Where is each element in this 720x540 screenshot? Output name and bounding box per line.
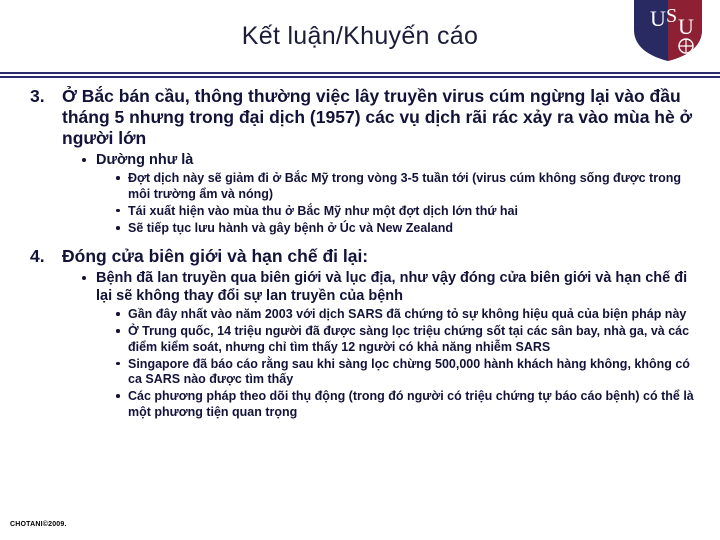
list-text: Gần đây nhất vào năm 2003 với dịch SARS đã chứng tỏ sự không hiệu quả của biện pháp này [128,307,687,322]
slide-body [22,86,704,422]
bullet-icon [82,276,86,280]
sub-list [62,270,704,420]
list-text: Các phương pháp theo dõi thụ động (trong đó người có triệu chứng tự báo cáo bệnh) có thể là một phương tiện quan trọng [128,389,694,419]
list-item [22,246,704,420]
svg-text:U: U [650,6,666,31]
sub-sub-list [96,307,704,420]
list-item [22,86,704,236]
list-text: Đóng cửa biên giới và hạn chế đi lại: [62,246,369,267]
list-text: Ở Trung quốc, 14 triệu người đã được sàng lọc triệu chứng sốt tại các sân bay, nhà ga, và các điểm kiểm soát, nhưng chỉ tìm thấy 12 người có khả năng nhiễm SARS [128,324,690,354]
list-text: Đợt dịch này sẽ giảm đi ở Bắc Mỹ trong vòng 3-5 tuần tới (virus cúm không sống được trong môi trường ẩm và nóng) [128,171,681,201]
list-text: Dường như là [96,152,194,168]
list-number: 4. [30,246,45,267]
list-item [114,357,704,388]
list-item [114,307,704,322]
page-title: Kết luận/Khuyến cáo [241,22,479,50]
header-divider-bottom [0,76,720,78]
list-item [114,204,704,219]
footer-copyright: CHOTANI©2009. [10,521,67,528]
list-text: Singapore đã báo cáo rằng sau khi sàng lọc chừng 500,000 hành khách hàng không, không có ca SARS nào được tìm thấy [128,356,690,387]
bullet-icon [116,329,120,333]
bullet-icon [116,362,120,366]
list-text: Ở Bắc bán cầu, thông thường việc lây truyền virus cúm ngừng lại vào đầu tháng 5 nhưng trong đại dịch (1957) các vụ dịch rãi rác xảy ra vào mùa hè ở người lớn [62,86,693,148]
sub-sub-list [96,171,704,236]
bullet-icon [116,176,120,180]
bullet-icon [82,158,86,162]
bullet-icon [116,226,120,230]
list-item [114,171,704,202]
list-text: Sẽ tiếp tục lưu hành và gây bệnh ở Úc và New Zealand [128,221,453,236]
bullet-icon [116,394,120,398]
bullet-icon [116,209,120,213]
sub-list [62,152,704,236]
outline-list [22,86,704,420]
bullet-icon [116,312,120,316]
slide-header [0,0,720,78]
list-text: Bệnh đã lan truyền qua biên giới và lục địa, như vậy đóng cửa biên giới và hạn chế đi lại sẽ không thay đổi sự lan truyền của bệnh [96,270,688,304]
list-number: 3. [30,86,45,106]
svg-text:S: S [666,5,678,27]
usu-shield-logo [630,0,706,62]
svg-text:U: U [678,14,694,39]
list-item [114,389,704,420]
list-item [80,270,704,420]
header-divider-top [0,72,720,74]
list-item [114,221,704,236]
list-item [80,152,704,236]
list-item [114,324,704,355]
list-text: Tái xuất hiện vào mùa thu ở Bắc Mỹ như một đợt dịch lớn thứ hai [128,203,518,218]
